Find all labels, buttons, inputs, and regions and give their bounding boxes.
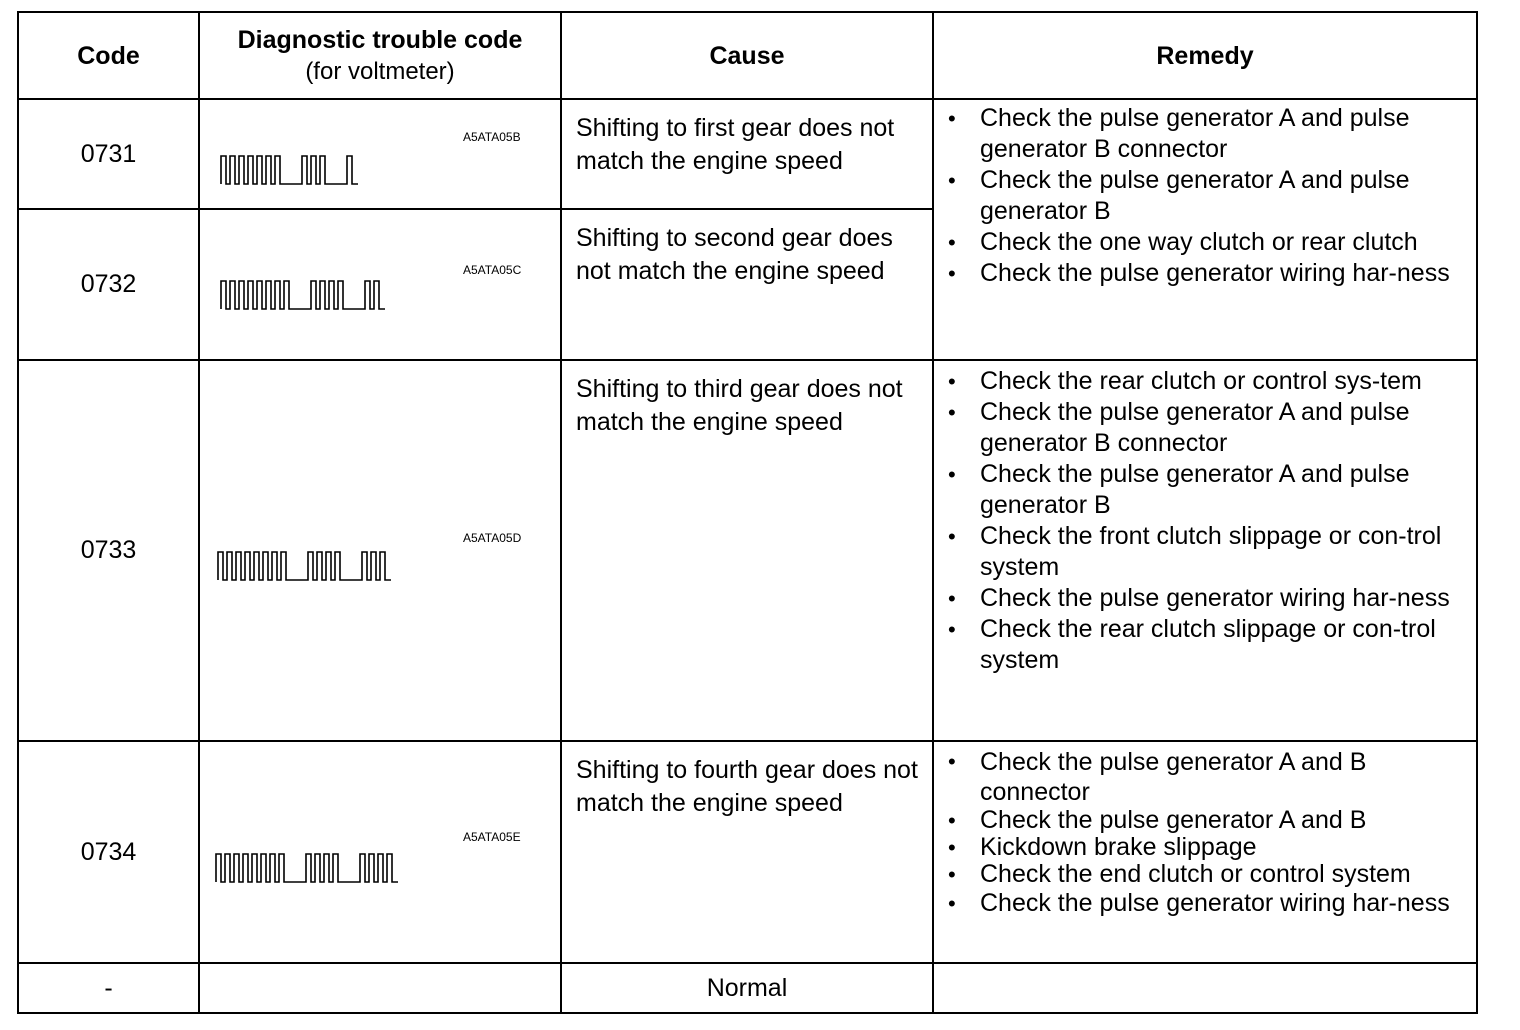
remedy-list bbox=[934, 103, 1476, 289]
cause-text: Shifting to first gear does not match the engine speed bbox=[576, 114, 895, 175]
table-border-right bbox=[1476, 11, 1478, 1014]
code-value: 0731 bbox=[80, 139, 137, 168]
pulse-waveform bbox=[218, 546, 498, 586]
code-value: 0733 bbox=[80, 536, 137, 564]
pulse-trace bbox=[221, 156, 358, 184]
header-dtc-sublabel: (for voltmeter) bbox=[305, 57, 455, 85]
remedy-item: • Check the end clutch or control system bbox=[934, 861, 1476, 888]
pulse-trace bbox=[218, 552, 391, 580]
cause-text: Normal bbox=[706, 973, 788, 1002]
remedy-item: • Kickdown brake slippage bbox=[934, 834, 1476, 861]
remedy-item: • Check the pulse generator wiring har-ness bbox=[934, 888, 1476, 919]
remedy-item: • Check the pulse generator A and pulse generator B connector bbox=[934, 103, 1476, 165]
remedy-item: • Check the one way clutch or rear clutch bbox=[934, 227, 1476, 258]
remedy-item: • Check the pulse generator wiring har-ness bbox=[934, 583, 1476, 614]
figure-id: A5ATA05D bbox=[463, 531, 522, 545]
code-cell bbox=[19, 964, 198, 1012]
remedy-item: • Check the pulse generator A and pulse generator B connector bbox=[934, 397, 1476, 459]
figure-id: A5ATA05C bbox=[463, 263, 522, 277]
pulse-waveform bbox=[216, 848, 506, 888]
remedy-list bbox=[934, 366, 1476, 676]
remedy-item: • Check the pulse generator A and B connector bbox=[934, 747, 1476, 807]
header-code-label: Code bbox=[77, 41, 140, 70]
code-value: 0732 bbox=[80, 270, 137, 298]
pulse-waveform bbox=[221, 275, 481, 315]
cause-cell bbox=[562, 210, 932, 359]
cause-cell bbox=[562, 361, 932, 740]
remedy-item: • Check the pulse generator A and pulse generator B bbox=[934, 165, 1476, 227]
header-code bbox=[19, 13, 198, 98]
header-remedy bbox=[934, 13, 1476, 98]
remedy-item: • Check the front clutch slippage or con-trol system bbox=[934, 521, 1476, 583]
code-cell bbox=[19, 100, 198, 208]
remedy-cell bbox=[934, 747, 1476, 962]
header-remedy-label: Remedy bbox=[1156, 41, 1254, 70]
cause-text: Shifting to third gear does not match the engine speed bbox=[576, 375, 903, 436]
remedy-item: • Check the pulse generator A and B bbox=[934, 807, 1476, 834]
remedy-cell bbox=[934, 103, 1476, 359]
header-cause bbox=[562, 13, 932, 98]
code-cell bbox=[19, 742, 198, 962]
column-divider bbox=[198, 11, 200, 1014]
remedy-item: • Check the pulse generator wiring har-ness bbox=[934, 258, 1476, 289]
pulse-waveform bbox=[221, 150, 461, 190]
cause-text: Shifting to fourth gear does not match the engine speed bbox=[576, 756, 918, 817]
pulse-trace bbox=[221, 281, 385, 309]
remedy-item: • Check the rear clutch or control sys-tem bbox=[934, 366, 1476, 397]
header-dtc-label: Diagnostic trouble code bbox=[237, 25, 523, 54]
header-cause-label: Cause bbox=[709, 41, 785, 70]
cause-cell bbox=[562, 742, 932, 962]
cause-text: Shifting to second gear does not match the engine speed bbox=[576, 224, 893, 285]
code-cell bbox=[19, 210, 198, 359]
code-value: 0734 bbox=[80, 837, 137, 866]
remedy-cell bbox=[934, 366, 1476, 740]
figure-id: A5ATA05B bbox=[463, 130, 521, 144]
cause-cell bbox=[562, 964, 932, 1012]
header-dtc bbox=[200, 13, 560, 98]
code-value: - bbox=[104, 973, 113, 1002]
figure-id: A5ATA05E bbox=[463, 830, 521, 844]
cause-cell bbox=[562, 100, 932, 208]
remedy-list bbox=[934, 747, 1476, 919]
code-cell bbox=[19, 361, 198, 740]
remedy-item: • Check the pulse generator A and pulse generator B bbox=[934, 459, 1476, 521]
pulse-trace bbox=[216, 854, 398, 882]
remedy-item: • Check the rear clutch slippage or con-trol system bbox=[934, 614, 1476, 676]
table-border-bottom bbox=[17, 1012, 1478, 1014]
